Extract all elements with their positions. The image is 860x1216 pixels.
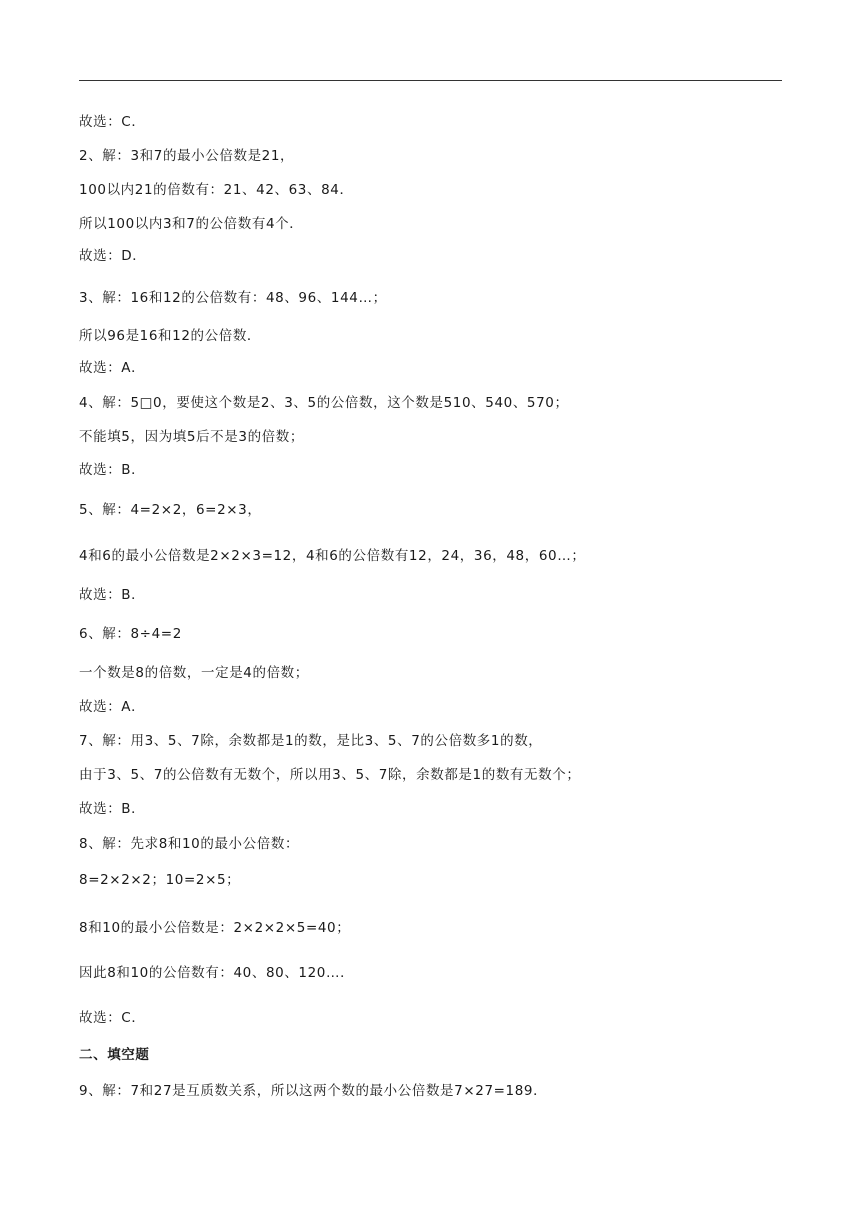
text-line: 所以100以内3和7的公倍数有4个． (79, 216, 304, 232)
section-heading: 二、填空题 (79, 1047, 150, 1063)
text-line: 3、解：16和12的公倍数有：48、96、144…； (79, 290, 387, 306)
text-line: 7、解：用3、5、7除，余数都是1的数，是比3、5、7的公倍数多1的数， (79, 733, 543, 749)
text-line: 4、解：5□0，要使这个数是2、3、5的公倍数，这个数是510、540、570； (79, 395, 569, 411)
text-line: 故选：B． (79, 462, 146, 478)
text-line: 一个数是8的倍数，一定是4的倍数； (79, 665, 309, 681)
text-line: 5、解：4=2×2，6=2×3， (79, 502, 262, 518)
text-line: 100以内21的倍数有：21、42、63、84． (79, 182, 354, 198)
text-line: 所以96是16和12的公倍数． (79, 328, 262, 344)
text-line: 不能填5，因为填5后不是3的倍数； (79, 429, 304, 445)
text-line: 6、解：8÷4=2 (79, 626, 182, 642)
text-line: 故选：A． (79, 360, 146, 376)
text-line: 8和10的最小公倍数是：2×2×2×5=40； (79, 920, 351, 936)
text-line: 故选：C． (79, 1010, 146, 1026)
text-line: 因此8和10的公倍数有：40、80、120…． (79, 965, 355, 981)
text-line: 由于3、5、7的公倍数有无数个，所以用3、5、7除，余数都是1的数有无数个； (79, 767, 581, 783)
text-line: 故选：D． (79, 248, 147, 264)
text-line: 故选：B． (79, 587, 146, 603)
text-line: 故选：C． (79, 114, 146, 130)
text-line: 9、解：7和27是互质数关系，所以这两个数的最小公倍数是7×27=189． (79, 1083, 548, 1099)
header-rule (79, 80, 782, 81)
text-line: 4和6的最小公倍数是2×2×3=12，4和6的公倍数有12，24，36，48，60…； (79, 548, 586, 564)
text-line: 2、解：3和7的最小公倍数是21， (79, 148, 295, 164)
text-line: 8=2×2×2；10=2×5； (79, 872, 241, 888)
text-line: 故选：A． (79, 699, 146, 715)
text-line: 故选：B． (79, 801, 146, 817)
text-line: 8、解：先求8和10的最小公倍数： (79, 836, 300, 852)
